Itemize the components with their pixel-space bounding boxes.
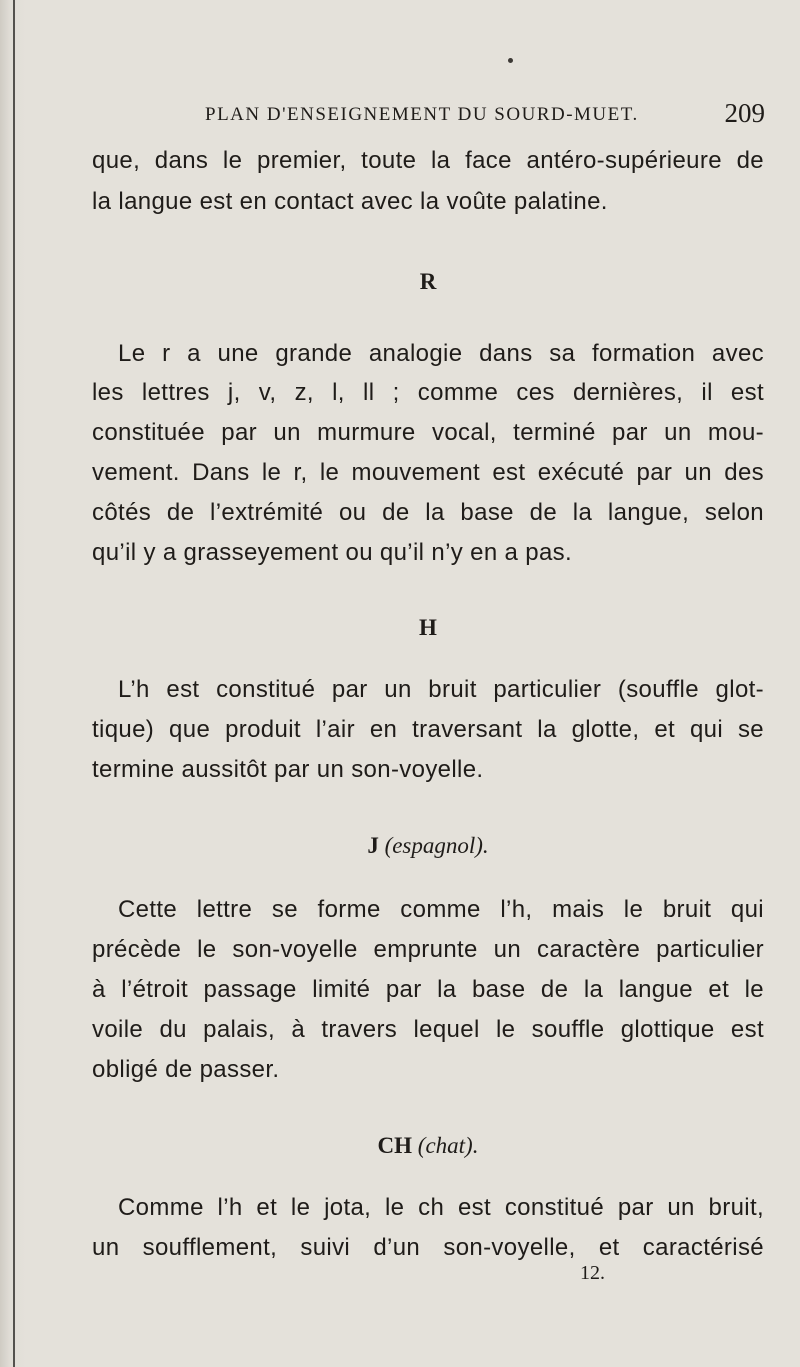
heading-note: (chat). [417, 1133, 479, 1158]
page-number: 209 [724, 98, 765, 128]
text-line: précède le son-voyelle emprunte un caractère particulier [92, 936, 764, 963]
text-line: Cette lettre se forme comme l’h, mais le bruit qui [118, 896, 764, 923]
text-line: que, dans le premier, toute la face antéro-supérieure de [92, 147, 764, 174]
gutter-line [13, 0, 15, 1367]
text-line: L’h est constitué par un bruit particulier (souffle glot- [118, 676, 764, 703]
heading-letter: R [419, 269, 437, 294]
text-line: qu’il y a grasseyement ou qu’il n’y en a pas. [92, 539, 573, 566]
text-line: voile du palais, à travers lequel le souffle glottique est [92, 1016, 764, 1043]
heading-letter: J [367, 833, 379, 858]
text-line: un soufflement, suivi d’un son-voyelle, et caractérisé [92, 1234, 764, 1261]
text-line: Le r a une grande analogie dans sa formation avec [118, 340, 764, 367]
heading-note: (espagnol). [384, 833, 489, 858]
section-heading-r [92, 266, 764, 298]
text-line: obligé de passer. [92, 1056, 280, 1083]
signature-mark: 12. [580, 1262, 605, 1284]
section-heading-ch [92, 1130, 764, 1162]
heading-letter: H [419, 615, 437, 640]
text-line: tique) que produit l’air en traversant la glotte, et qui se [92, 716, 764, 743]
section-heading-j [92, 830, 764, 862]
text-line: les lettres j, v, z, l, ll ; comme ces dernières, il est [92, 379, 764, 406]
running-head: PLAN D'ENSEIGNEMENT DU SOURD-MUET. [205, 104, 639, 125]
text-line: termine aussitôt par un son-voyelle. [92, 756, 484, 783]
text-line: la langue est en contact avec la voûte palatine. [92, 188, 608, 215]
text-line: à l’étroit passage limité par la base de la langue et le [92, 976, 764, 1003]
text-line: constituée par un murmure vocal, terminé par un mou- [92, 419, 764, 446]
text-line: vement. Dans le r, le mouvement est exécuté par un des [92, 459, 764, 486]
page-header [205, 98, 765, 130]
print-speck [508, 58, 513, 63]
text-line: côtés de l’extrémité ou de la base de la langue, selon [92, 499, 764, 526]
section-heading-h [92, 612, 764, 644]
heading-letter: CH [377, 1133, 413, 1158]
text-line: Comme l’h et le jota, le ch est constitué par un bruit, [118, 1194, 764, 1221]
